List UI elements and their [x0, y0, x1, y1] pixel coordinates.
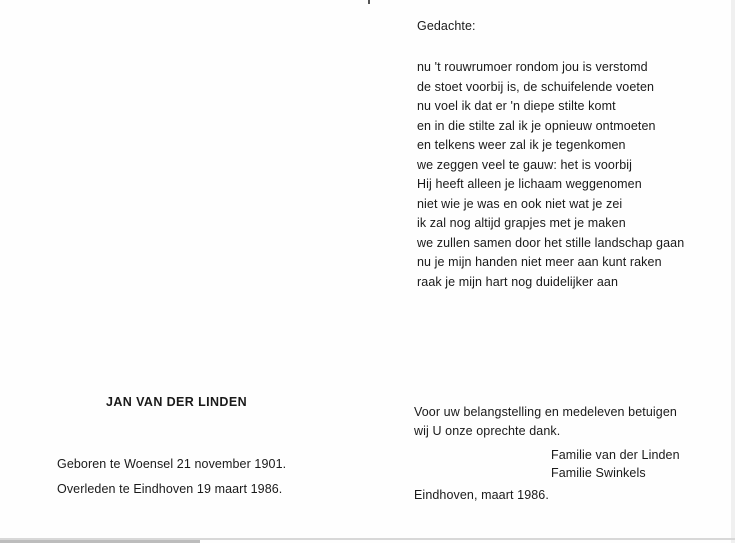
- poem: [417, 58, 684, 292]
- poem-line: nu 't rouwrumoer rondom jou is verstomd: [417, 60, 648, 74]
- deceased-name: JAN VAN DER LINDEN: [106, 395, 248, 409]
- poem-line: en in die stilte zal ik je opnieuw ontmoeten: [417, 118, 656, 133]
- poem-title: Gedachte:: [417, 19, 476, 33]
- poem-line: we zeggen veel te gauw: het is voorbij: [417, 157, 633, 172]
- birth-line: Geboren te Woensel 21 november 1901.: [57, 457, 287, 471]
- poem-line: ik zal nog altijd grapjes met je maken: [417, 216, 626, 230]
- thanks-line-1: Voor uw belangstelling en medeleven betuigen: [414, 405, 677, 419]
- poem-line: we zullen samen door het stille landschap gaan: [417, 235, 685, 250]
- card-right-edge: [731, 0, 735, 543]
- death-line: Overleden te Eindhoven 19 maart 1986.: [57, 482, 283, 496]
- poem-line: Hij heeft alleen je lichaam weggenomen: [417, 177, 642, 191]
- poem-line: nu je mijn handen niet meer aan kunt raken: [417, 255, 662, 269]
- poem-line: raak je mijn hart nog duidelijker aan: [417, 274, 619, 289]
- poem-line: nu voel ik dat er 'n diepe stilte komt: [417, 99, 616, 113]
- thanks-line-2: wij U onze oprechte dank.: [414, 424, 561, 438]
- poem-line: en telkens weer zal ik je tegenkomen: [417, 138, 626, 152]
- family-signature-2: Familie Swinkels: [551, 466, 646, 480]
- place-date: Eindhoven, maart 1986.: [414, 488, 549, 502]
- fold-mark: [368, 0, 370, 4]
- family-signature-1: Familie van der Linden: [551, 448, 680, 462]
- poem-line: de stoet voorbij is, de schuifelende voeten: [417, 79, 655, 94]
- poem-line: niet wie je was en ook niet wat je zei: [417, 196, 623, 211]
